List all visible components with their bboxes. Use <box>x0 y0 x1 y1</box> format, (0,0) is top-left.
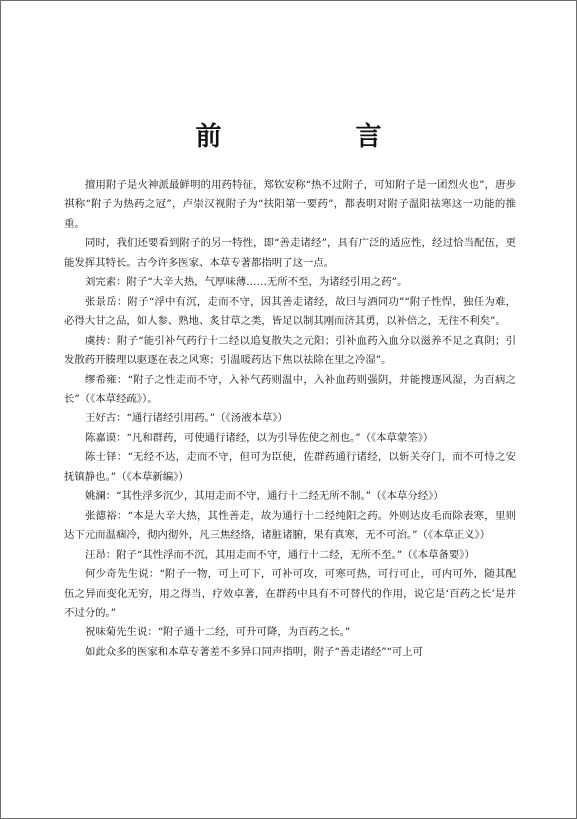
preface-body <box>64 176 516 662</box>
paragraph: 姚澜：“其性浮多沉少，其用走而不守，通行十二经无所不制。”（《本草分经》） <box>85 490 444 503</box>
paragraph: 陈嘉谟：“凡和群药，可使通行诸经，以为引导佐使之剂也。”（《本草蒙筌》） <box>85 431 434 444</box>
paragraph: 擅用附子是火神派最鲜明的用药特征，郑钦安称“热不过附子，可知附子是一团烈火也”，唐步祺称“附子为热药之冠”，卢崇汉视附子为“扶阳第一要药”，都表明对附子温阳祛寒这一功能的推重。 <box>64 179 516 230</box>
paragraph: 缪希雍：“附子之性走而不守，入补气药则温中，入补血药则强阴，并能搜逐风湿，为百病之长”（《本草经疏》）。 <box>64 373 516 405</box>
paragraph: 祝味菊先生说：“附子通十二经，可升可降，为百药之长。” <box>85 626 351 639</box>
paragraph: 汪昂：附子“其性浮而不沉，其用走而不守，通行十二经，无所不至。”（《本草备要》） <box>85 548 475 561</box>
paragraph: 如此众多的医家和本草专著差不多异口同声指明，附子“善走诸经”“可上可 <box>85 645 424 658</box>
page-title: 前 言 <box>195 122 436 152</box>
paragraph: 张德裕：“本是大辛大热，其性善走，故为通行十二经纯阳之药。外则达皮毛而除表寒，里则达下元而温痼冷，彻内彻外，凡三焦经络，诸脏诸腑，果有真寒，无不可治。”（《本草正义》） <box>64 509 516 542</box>
paragraph: 同时，我们还要看到附子的另一特性，即“善走诸经”，具有广泛的适应性，经过恰当配伍，更能发挥其特长。古今许多医家、本草专著都指明了这一点。 <box>64 237 516 269</box>
paragraph: 刘完素：附子“大辛大热，气厚味薄……无所不至，为诸经引用之药”。 <box>85 276 408 289</box>
paragraph: 王好古：“通行诸经引用药。”（《汤液本草》） <box>85 412 288 425</box>
paragraph: 虞抟：附子“能引补气药行十二经以追复散失之元阳；引补血药入血分以滋养不足之真阴；引发散药开腠理以驱逐在表之风寒；引温暖药达下焦以祛除在里之冷湿”。 <box>64 334 516 367</box>
paragraph: 张景岳：附子“浮中有沉，走而不守，因其善走诸经，故曰与酒同功”“附子性悍，独任为难，必得大甘之品，如人参、熟地、炙甘草之类，皆足以制其刚而济其勇，以补倍之，无往不利矣”。 <box>64 295 516 328</box>
paragraph: 何少奇先生说：“附子一物，可上可下，可补可攻，可寒可热，可行可止，可内可外，随其配伍之异而变化无穷，用之得当，疗效卓著，在群药中具有不可替代的作用，说它是‘百药之长’是并不过分的。” <box>64 568 516 619</box>
paragraph: 陈士铎：“无经不达，走而不守，但可为臣使，佐群药通行诸经，以斩关夺门，而不可恃之安抚镇静也。”（《本草新编》） <box>64 451 516 483</box>
